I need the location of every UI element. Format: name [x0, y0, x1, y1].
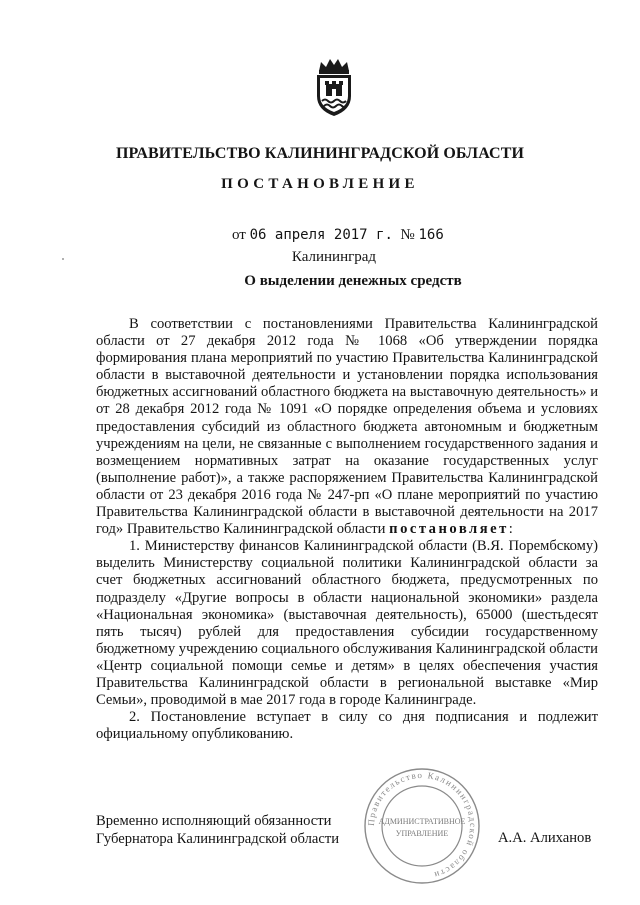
date-prefix: от	[232, 227, 246, 243]
signatory-title	[96, 812, 339, 848]
signatory-title-line-2: Губернатора Калининградской области	[96, 831, 340, 847]
document-number: 166	[418, 227, 444, 243]
signatory-name: А.А. Алиханов	[498, 830, 592, 846]
document-body	[96, 316, 598, 743]
seal-inner-line-2: УПРАВЛЕНИЕ	[395, 829, 449, 838]
seal-inner-line-1: АДМИНИСТРАТИВНОЕ	[378, 817, 466, 826]
document-date: 06 апреля 2017 г.	[249, 227, 393, 243]
preamble-paragraph: В соответствии с постановлениями Правительства Калининградской области от 27 декабря 2012 года № 1068 «Об утверждении порядка формирования плана мероприятий по участию Правительства Калининградской области в выставочной деятельности и установлении порядка использования бюджетных ассигнований областного бюджета на выставочную деятельность» и от 28 декабря 2012 года № 1091 «О порядке определения объема и условиях предоставления субсидий из областного бюджета автономным и бюджетным учреждениям на цели, не связанные с выполнением государственного задания и возмещением нормативных затрат на оказание государственных услуг (выполнение работ)», а также распоряжением Правительства Калининградской области от 23 декабря 2016 года № 247-рп «О плане мероприятий по участию Правительства Калининградской области в выставочной деятельности на 2017 год» Правительство Калининградской области постановляет:	[96, 316, 598, 538]
signatory-title-line-1: Временно исполняющий обязанности	[96, 813, 332, 829]
document-type: ПОСТАНОВЛЕНИЕ	[221, 176, 419, 192]
official-seal-stamp	[360, 766, 484, 886]
item-2-paragraph: 2. Постановление вступает в силу со дня подписания и подлежит официальному опубликованию.	[96, 709, 598, 743]
date-number-line	[232, 227, 444, 244]
preamble-text: В соответствии с постановлениями Правительства Калининградской области от 27 декабря 2012 года № 1068 «Об утверждении порядка формирования плана мероприятий по участию Правительства Калининградской области в выставочной деятельности и установлении порядка использования бюджетных ассигнований областного бюджета на выставочную деятельность» и от 28 декабря 2012 года № 1091 «О порядке определения объема и условиях предоставления субсидий из областного бюджета автономным и бюджетным учреждениям на цели, не связанные с выполнением государственного задания и возмещением нормативных затрат на оказание государственных услуг (выполнение работ)», а также распоряжением Правительства Калининградской области от 23 декабря 2016 года № 247-рп «О плане мероприятий по участию Правительства Калининградской области в выставочной деятельности на 2017 год» Правительство Калининградской области	[96, 316, 598, 538]
city: Калининград	[291, 249, 377, 265]
document-subject: О выделении денежных средств	[244, 273, 462, 289]
government-name: ПРАВИТЕЛЬСТВО КАЛИНИНГРАДСКОЙ ОБЛАСТИ	[115, 145, 525, 162]
seal-ring-text: Правительство Калининградской области	[365, 769, 479, 881]
decree-word: постановляет	[389, 521, 509, 538]
coat-of-arms-icon	[311, 56, 357, 118]
number-prefix: №	[400, 227, 415, 243]
scan-speck	[62, 258, 64, 260]
item-1-paragraph: 1. Министерству финансов Калининградской области (В.Я. Порембскому) выделить Министерству социальной политики Калининградской области за счет бюджетных ассигнований областного бюджета, предусмотренных по подразделу «Другие вопросы в области национальной экономики» раздела «Национальная экономика» (выставочная деятельность), 65000 (шестьдесят пять тысяч) рублей для предоставления субсидии государственному бюджетному учреждению социального обслуживания Калининградской области «Центр социальной помощи семье и детям» в целях обеспечения участия Правительства Калининградской области в региональной выставке «Мир Семьи», проводимой в мае 2017 года в городе Калининграде.	[96, 538, 598, 709]
